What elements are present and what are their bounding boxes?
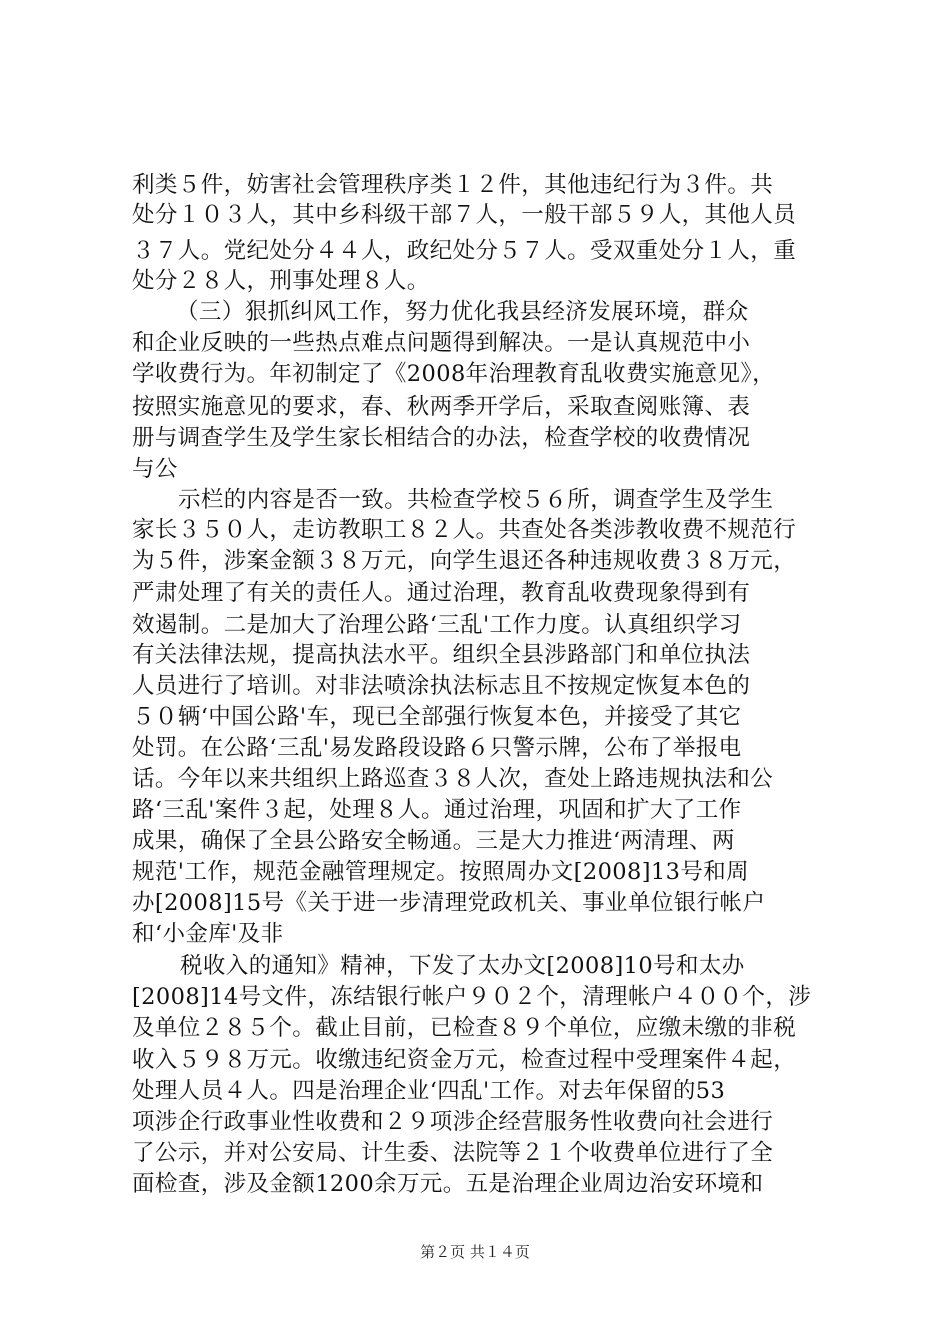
text-line: 和‘小金库'及非 [132,921,284,947]
text-line: 话。今年以来共组织上路巡查３８人次，查处上路违规执法和公 [132,766,774,792]
text-line: 效遏制。二是加大了治理公路‘三乱'工作力度。认真组织学习 [132,612,742,638]
paragraph-first-line: 税收入的通知》精神，下发了太办文[2008]10号和太办 [180,953,745,979]
text-line: 人员进行了培训。对非法喷涂执法标志且不按规定恢复本色的 [132,673,751,699]
text-line: 成果，确保了全县公路安全畅通。三是大力推进‘两清理、两 [132,828,735,854]
text-line: 面检查，涉及金额1200余万元。五是治理企业周边治安环境和 [132,1171,764,1197]
text-line: 处理人员４人。四是治理企业‘四乱'工作。对去年保留的53 [132,1078,726,1104]
text-line: 利类５件，妨害社会管理秩序类１２件，其他违纪行为３件。共 [132,172,774,198]
text-line: 按照实施意见的要求，春、秋两季开学后，采取查阅账簿、表 [132,394,751,420]
text-line: ３７人。党纪处分４４人，政纪处分５７人。受双重处分１人，重 [132,238,797,264]
text-line: 家长３５０人，走访教职工８２人。共查处各类涉教收费不规范行 [132,517,797,543]
text-line: 严肃处理了有关的责任人。通过治理，教育乱收费现象得到有 [132,580,751,606]
text-line: 有关法律法规，提高执法水平。组织全县涉路部门和单位执法 [132,642,751,668]
text-line: 为５件，涉案金额３８万元，向学生退还各种违规收费３８万元， [132,548,797,574]
text-line: 办[2008]15号《关于进一步清理党政机关、事业单位银行帐户 [132,890,766,916]
text-line: 处分２８人，刑事处理８人。 [132,268,430,294]
text-line: 规范'工作，规范金融管理规定。按照周办文[2008]13号和周 [132,859,750,885]
text-line: 项涉企行政事业性收费和２９项涉企经营服务性收费向社会进行 [132,1109,774,1135]
text-line: 处罚。在公路‘三乱'易发路段设路６只警示牌，公布了举报电 [132,735,742,761]
page-number-footer: 第２页 共１４页 [420,1243,530,1261]
paragraph-first-line: 示栏的内容是否一致。共检查学校５６所，调查学生及学生 [178,487,774,513]
text-line: 和企业反映的一些热点难点问题得到解决。一是认真规范中小 [132,330,751,356]
text-line: 收入５９８万元。收缴违纪资金万元，检查过程中受理案件４起， [132,1047,797,1073]
text-line: [2008]14号文件，冻结银行帐户９０２个，清理帐户４００个，涉 [132,984,812,1010]
text-line: ５０辆‘中国公路'车，现已全部强行恢复本色，并接受了其它 [132,704,742,730]
text-line: 了公示，并对公安局、计生委、法院等２１个收费单位进行了全 [132,1140,774,1166]
text-line: 学收费行为。年初制定了《2008年治理教育乱收费实施意见》， [132,361,776,387]
text-line: 与公 [132,456,178,482]
paragraph-first-line: （三）狠抓纠风工作，努力优化我县经济发展环境，群众 [176,299,749,325]
text-line: 及单位２８５个。截止目前，已检查８９个单位，应缴未缴的非税 [132,1015,797,1041]
text-line: 册与调查学生及学生家长相结合的办法，检查学校的收费情况 [132,425,751,451]
text-line: 处分１０３人，其中乡科级干部７人，一般干部５９人，其他人员 [132,202,797,228]
text-line: 路‘三乱'案件３起，处理８人。通过治理，巩固和扩大了工作 [132,797,742,823]
